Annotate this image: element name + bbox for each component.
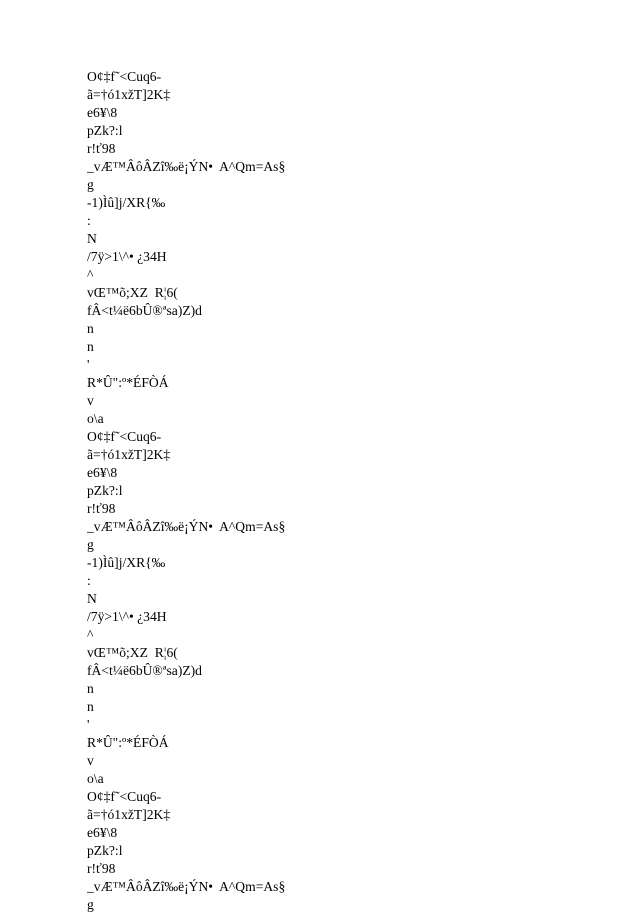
text-line: N [87,231,97,246]
text-line: n [87,699,94,714]
text-line: ã=†ó1xžT]2K‡ [87,447,171,462]
text-line: ^ [87,267,94,282]
text-line: ã=†ó1xžT]2K‡ [87,87,171,102]
text-line: pZk?:l [87,843,123,858]
text-line: r!ť98 [87,861,116,876]
text-line: -1)Ìû]j/XR{‰ [87,555,166,570]
text-line: O¢‡f˜<Cuq6- [87,429,162,444]
text-line: R*Û":º*ÉFÒÁ [87,735,169,750]
text-line: e6¥\8 [87,105,118,120]
text-line: fÂ<t¼ë6bÛ®ªsa)Z)d [87,663,202,678]
text-line: vŒ™õ;XZ R¦6( [87,645,178,660]
text-line: _vÆ™ÂôÂZî‰ë¡ÝN• A^Qm=As§ [87,519,286,534]
text-line: n [87,321,94,336]
text-line: ^ [87,627,94,642]
text-line: g [87,897,94,912]
text-line: /7ÿ>1\^• ¿34H [87,609,167,624]
text-line: pZk?:l [87,483,123,498]
text-line: g [87,177,94,192]
text-line: : [87,213,91,228]
text-line: vŒ™õ;XZ R¦6( [87,285,178,300]
text-line: v [87,393,94,408]
text-line: e6¥\8 [87,825,118,840]
text-line: v [87,753,94,768]
text-line: e6¥\8 [87,465,118,480]
text-line: r!ť98 [87,501,116,516]
text-line: o\a [87,771,104,786]
text-line: g [87,537,94,552]
text-line: pZk?:l [87,123,123,138]
text-line: : [87,573,91,588]
text-line: _vÆ™ÂôÂZî‰ë¡ÝN• A^Qm=As§ [87,879,286,894]
text-line: N [87,591,97,606]
text-line: r!ť98 [87,141,116,156]
text-line: R*Û":º*ÉFÒÁ [87,375,169,390]
text-line: -1)Ìû]j/XR{‰ [87,195,166,210]
text-line: ' [87,357,90,372]
text-line: ' [87,717,90,732]
text-line: o\a [87,411,104,426]
text-line: ã=†ó1xžT]2K‡ [87,807,171,822]
text-line: n [87,681,94,696]
text-line: O¢‡f˜<Cuq6- [87,789,162,804]
text-line: n [87,339,94,354]
text-line: O¢‡f˜<Cuq6- [87,69,162,84]
document-text-block [87,68,607,914]
text-line: _vÆ™ÂôÂZî‰ë¡ÝN• A^Qm=As§ [87,159,286,174]
text-line: fÂ<t¼ë6bÛ®ªsa)Z)d [87,303,202,318]
text-line: /7ÿ>1\^• ¿34H [87,249,167,264]
